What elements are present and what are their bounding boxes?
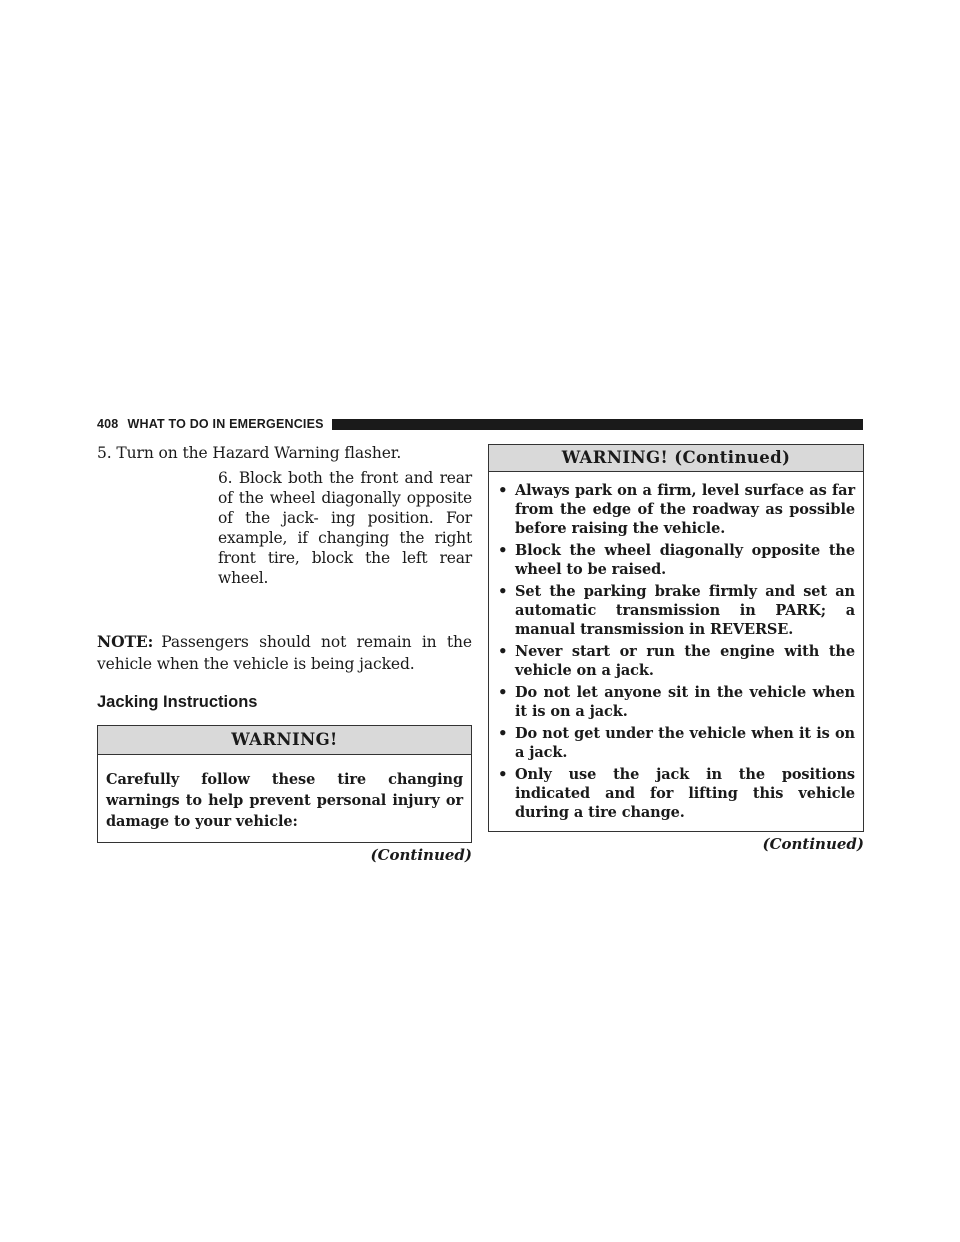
warning-item — [497, 541, 855, 579]
note-label: NOTE: — [97, 632, 154, 651]
continued-label-right: (Continued) — [762, 835, 864, 853]
bullet-icon: • — [498, 541, 508, 559]
warning-item-text: Always park on a firm, level surface as far from the edge of the roadway as possible before raising the vehicle. — [515, 482, 855, 537]
warning-box — [97, 725, 472, 843]
warning-item — [497, 582, 855, 639]
warning-list — [489, 472, 863, 831]
section-title: WHAT TO DO IN EMERGENCIES — [127, 417, 324, 431]
note-text: Passengers should not remain in the vehicle when the vehicle is being jacked. — [97, 633, 472, 673]
warning-item — [497, 724, 855, 762]
bullet-icon: • — [498, 582, 508, 600]
warning-body: Carefully follow these tire changing warnings to help prevent personal injury or damage to your vehicle: — [106, 771, 463, 830]
left-column — [97, 442, 472, 865]
warning-item-text: Do not get under the vehicle when it is on a jack. — [515, 725, 855, 761]
note-paragraph — [97, 631, 472, 675]
warning-item-text: Do not let anyone sit in the vehicle when it is on a jack. — [515, 684, 855, 720]
continued-label-left: (Continued) — [370, 846, 472, 864]
right-column — [488, 444, 864, 854]
section-subheading: Jacking Instructions — [97, 693, 258, 711]
page-header — [97, 415, 863, 433]
warning-item — [497, 765, 855, 822]
page-number: 408 — [97, 417, 119, 431]
warning-item-text: Block the wheel diagonally opposite the wheel to be raised. — [515, 542, 855, 578]
warning-continued-box — [488, 444, 864, 832]
warning-title: WARNING! — [98, 726, 471, 755]
bullet-icon: • — [498, 724, 508, 742]
header-rule — [332, 419, 863, 430]
warning-item-text: Only use the jack in the positions indicated and for lifting this vehicle during a tire change. — [515, 766, 855, 821]
warning-item — [497, 642, 855, 680]
warning-item — [497, 481, 855, 538]
step-6: 6. Block both the front and rear of the wheel diagonally opposite of the jack- ing position. For example, if changing the right front tire, block the left rear wheel. — [218, 469, 472, 587]
warning-item-text: Never start or run the engine with the vehicle on a jack. — [515, 643, 855, 679]
warning-item — [497, 683, 855, 721]
step-5: 5. Turn on the Hazard Warning flasher. — [97, 444, 402, 462]
bullet-icon: • — [498, 642, 508, 660]
bullet-icon: • — [498, 683, 508, 701]
bullet-icon: • — [498, 481, 508, 499]
warning-continued-title: WARNING! (Continued) — [489, 445, 863, 472]
bullet-icon: • — [498, 765, 508, 783]
warning-item-text: Set the parking brake firmly and set an automatic transmission in PARK; a manual transmission in REVERSE. — [515, 583, 855, 638]
